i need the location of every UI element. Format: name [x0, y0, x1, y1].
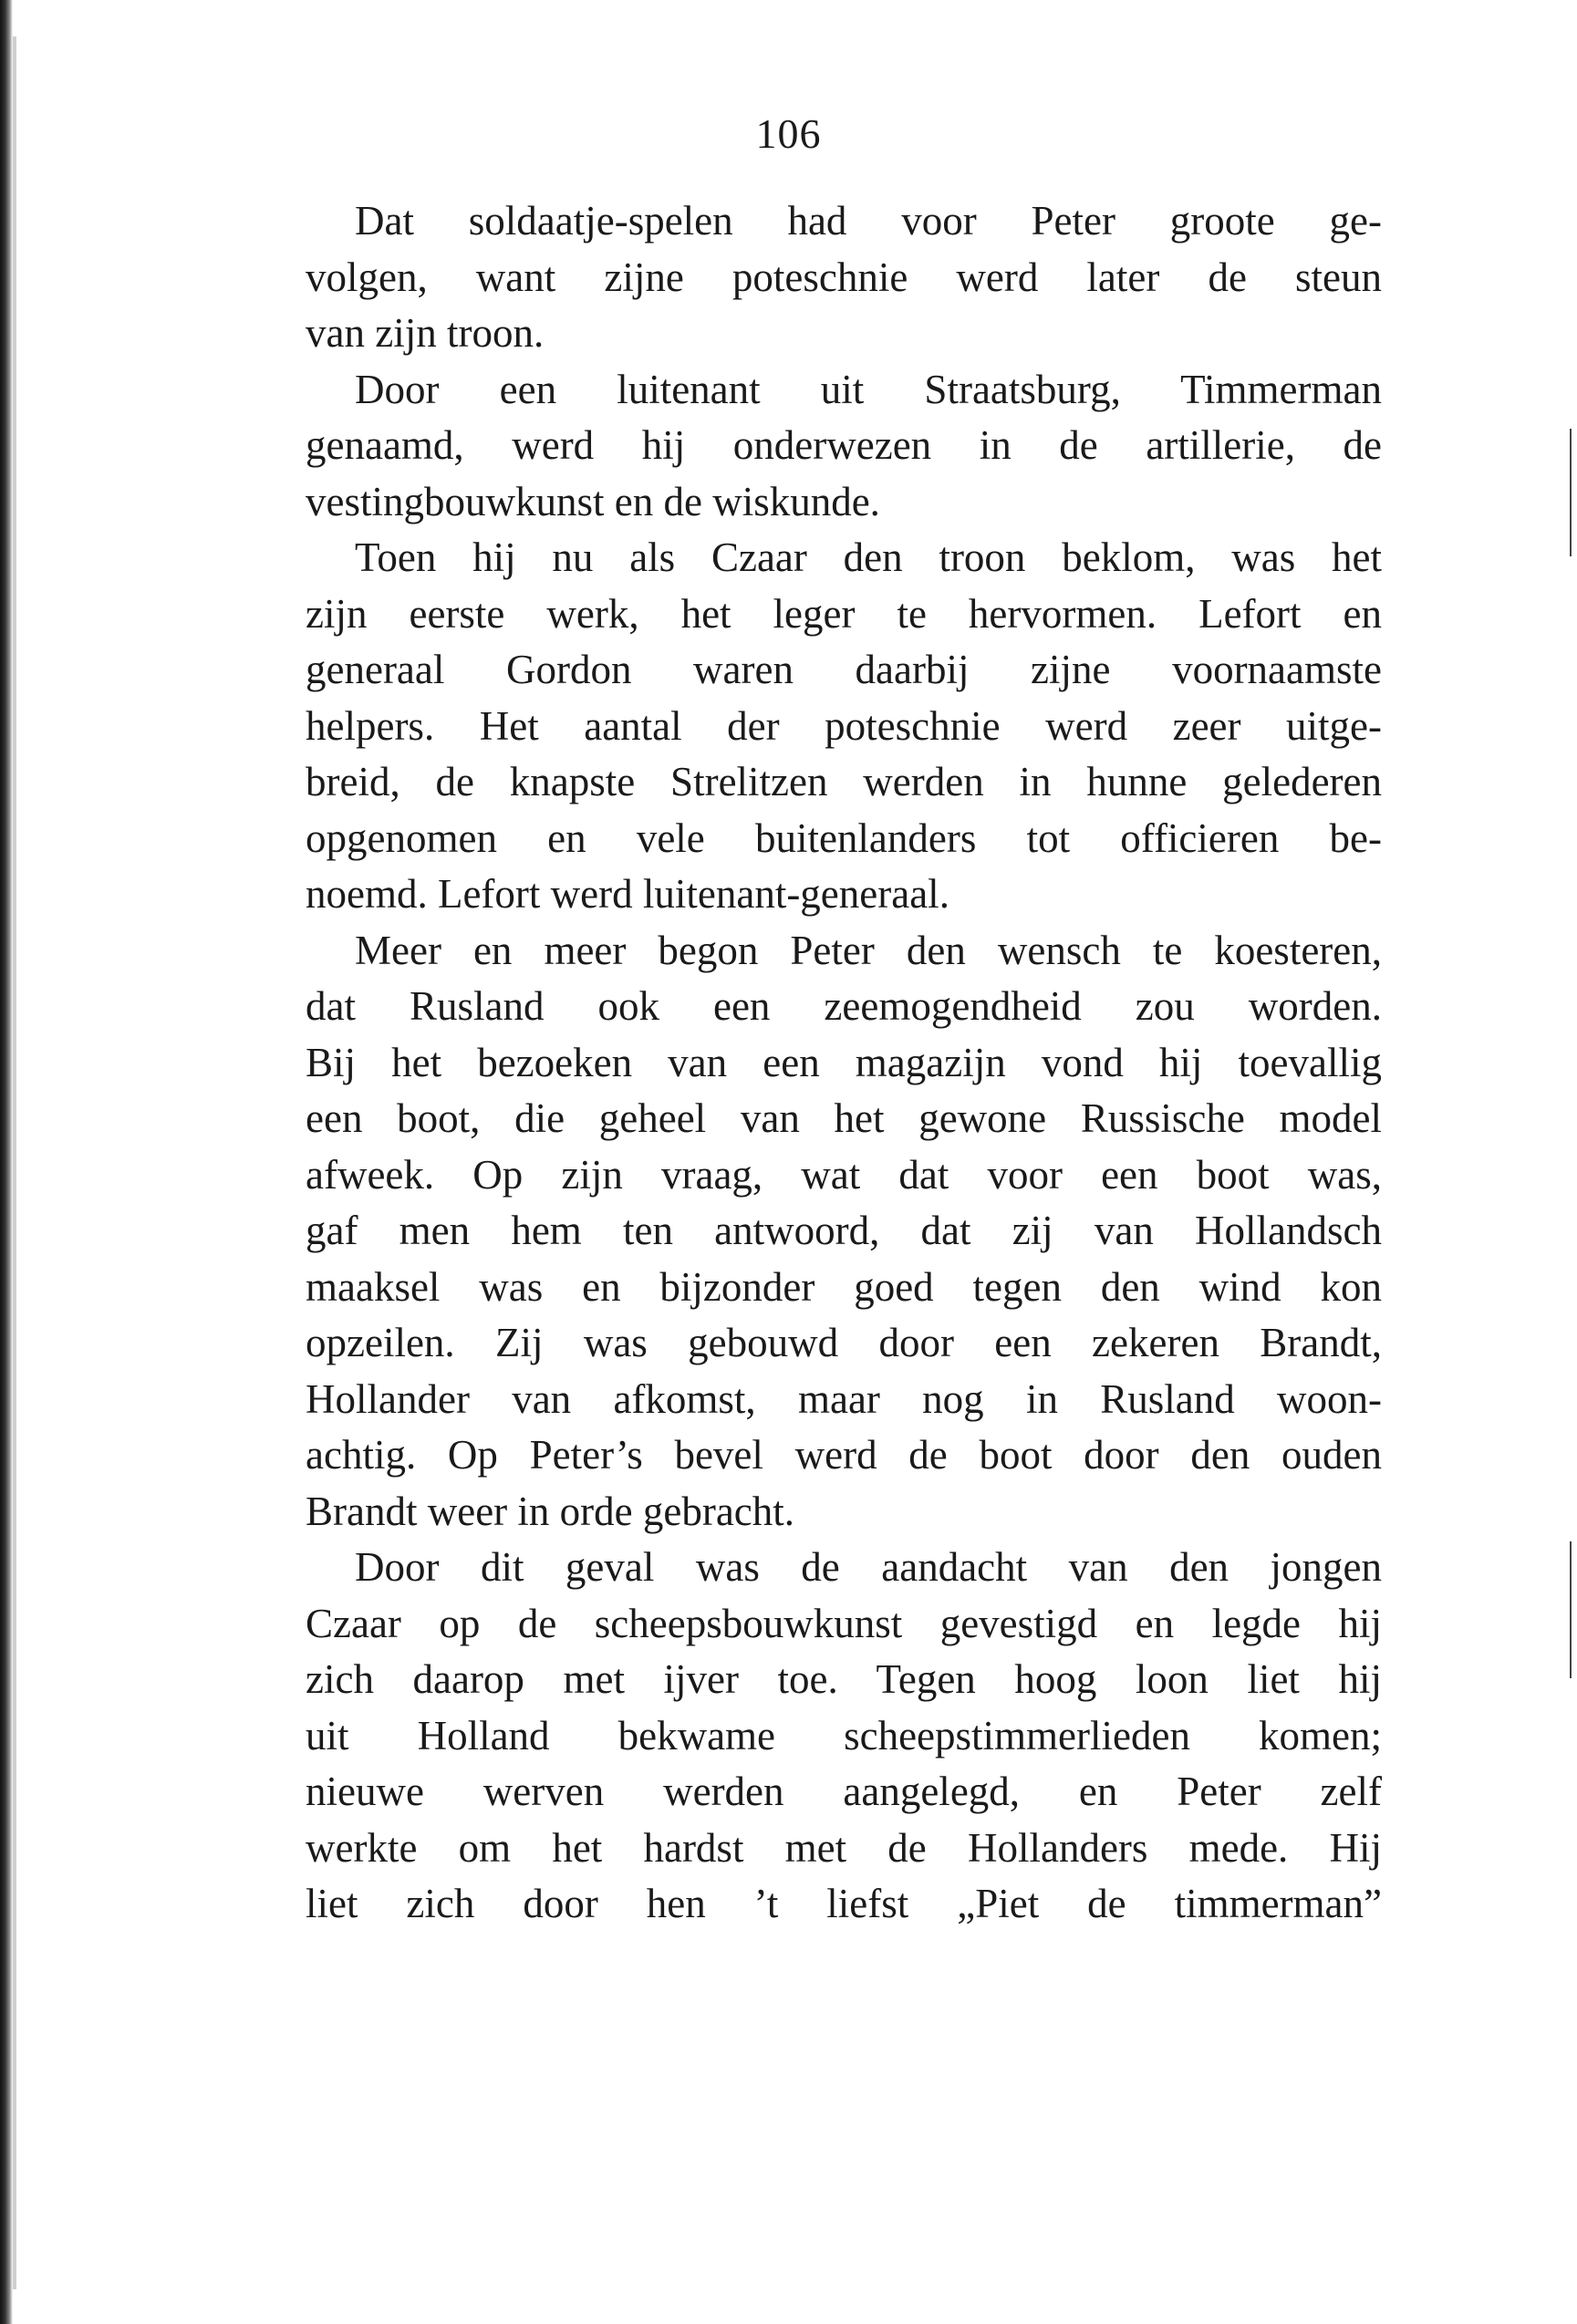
text-line: Door een luitenant uit Straatsburg, Timmerman: [355, 366, 1382, 412]
text-line: generaal Gordon waren daarbij zijne voornaamste: [306, 647, 1382, 692]
text-line: Dat soldaatje-spelen had voor Peter groote ge-: [355, 198, 1382, 244]
text-line: volgen, want zijne poteschnie werd later de steun: [306, 254, 1382, 300]
text-line: achtig. Op Peter’s bevel werd de boot door den ouden: [306, 1432, 1382, 1478]
text-line: genaamd, werd hij onderwezen in de artillerie, de: [306, 422, 1382, 468]
paragraph: [306, 362, 1382, 531]
text-line: noemd. Lefort werd luitenant-generaal.: [306, 871, 949, 917]
paragraph: [306, 530, 1382, 923]
page-number: 106: [755, 110, 822, 157]
text-line: Bij het bezoeken van een magazijn vond hij toevallig: [306, 1039, 1382, 1085]
text-line: opgenomen en vele buitenlanders tot officieren be-: [306, 814, 1382, 861]
body-text: [306, 193, 1382, 1933]
text-line: zijn eerste werk, het leger te hervormen. Lefort en: [306, 590, 1382, 637]
text-line: helpers. Het aantal der poteschnie werd zeer uitge-: [306, 702, 1382, 749]
text-line: gaf men hem ten antwoord, dat zij van Hollandsch: [306, 1208, 1382, 1253]
paragraph: [306, 923, 1382, 1541]
text-line: een boot, die geheel van het gewone Russische model: [306, 1095, 1382, 1141]
text-line: nieuwe werven werden aangelegd, en Peter zelf: [306, 1769, 1382, 1814]
binding-edge-shadow: [0, 0, 13, 2324]
paragraph: [306, 193, 1382, 362]
text-line: Czaar op de scheepsbouwkunst gevestigd en legde hij: [306, 1600, 1382, 1646]
text-line: maaksel was en bijzonder goed tegen den wind kon: [306, 1263, 1382, 1310]
text-line: liet zich door hen ’t liefst „Piet de timmerman”: [306, 1881, 1382, 1926]
scan-mark: [1570, 429, 1572, 556]
text-line: Door dit geval was de aandacht van den jongen: [355, 1544, 1382, 1590]
text-line: vestingbouwkunst en de wiskunde.: [306, 478, 880, 524]
text-line: dat Rusland ook een zeemogendheid zou worden.: [306, 983, 1382, 1029]
text-line: werkte om het hardst met de Hollanders mede. Hij: [306, 1824, 1382, 1871]
text-line: van zijn troon.: [306, 310, 545, 356]
scan-mark: [1570, 1541, 1572, 1678]
text-line: Toen hij nu als Czaar den troon beklom, was het: [355, 534, 1382, 580]
binding-edge-line: [13, 36, 16, 2289]
text-line: Brandt weer in orde gebracht.: [306, 1488, 795, 1534]
text-line: breid, de knapste Strelitzen werden in hunne gelederen: [306, 759, 1382, 804]
text-line: opzeilen. Zij was gebouwd door een zekeren Brandt,: [306, 1320, 1382, 1365]
text-line: Meer en meer begon Peter den wensch te koesteren,: [355, 927, 1382, 973]
text-line: Hollander van afkomst, maar nog in Rusland woon-: [306, 1375, 1382, 1422]
paragraph: [306, 1540, 1382, 1933]
text-line: zich daarop met ijver toe. Tegen hoog loon liet hij: [306, 1656, 1382, 1702]
text-line: afweek. Op zijn vraag, wat dat voor een boot was,: [306, 1151, 1382, 1198]
text-line: uit Holland bekwame scheepstimmerlieden komen;: [306, 1712, 1382, 1759]
